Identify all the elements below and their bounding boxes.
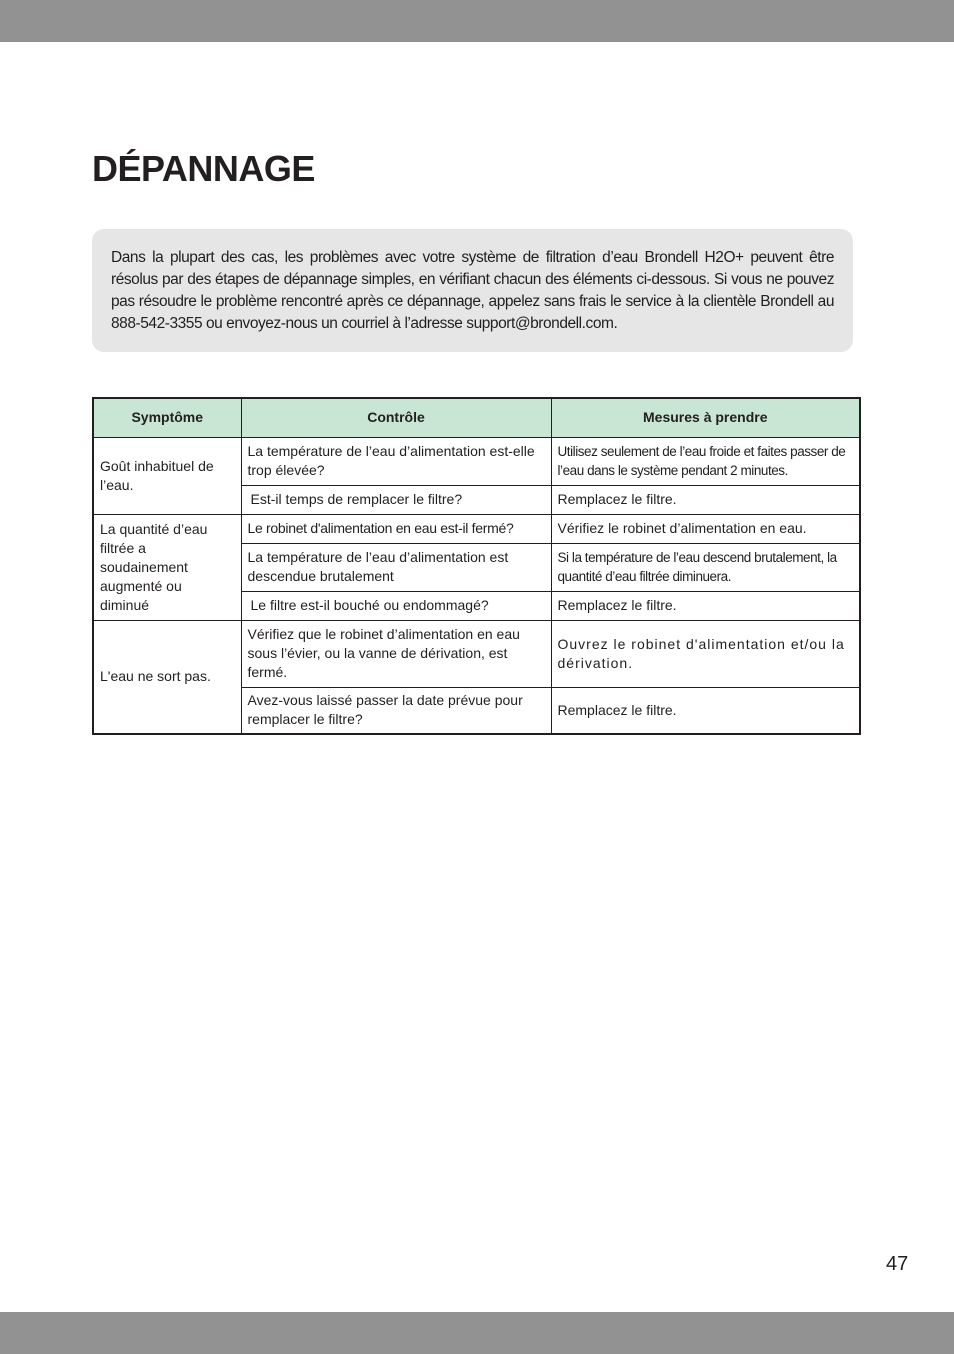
check-cell: Le robinet d'alimentation en eau est-il fermé? bbox=[241, 514, 551, 543]
header-symptom: Symptôme bbox=[93, 398, 241, 437]
action-cell: Si la température de l’eau descend brutalement, la quantité d’eau filtrée diminuera. bbox=[551, 543, 860, 591]
table-header-row bbox=[93, 398, 860, 437]
bottom-bar bbox=[0, 1312, 954, 1354]
action-cell: Remplacez le filtre. bbox=[551, 591, 860, 620]
check-cell: Est-il temps de remplacer le filtre? bbox=[241, 485, 551, 514]
intro-box bbox=[92, 229, 853, 352]
header-action: Mesures à prendre bbox=[551, 398, 860, 437]
action-cell: Ouvrez le robinet d'alimentation et/ou la dérivation. bbox=[551, 620, 860, 687]
table-row bbox=[93, 620, 860, 687]
check-cell: Vérifiez que le robinet d’alimentation en eau sous l’évier, ou la vanne de dérivation, est fermé. bbox=[241, 620, 551, 687]
action-cell: Remplacez le filtre. bbox=[551, 485, 860, 514]
header-check: Contrôle bbox=[241, 398, 551, 437]
check-cell: Avez-vous laissé passer la date prévue pour remplacer le filtre? bbox=[241, 687, 551, 734]
check-cell: La température de l’eau d’alimentation est-elle trop élevée? bbox=[241, 437, 551, 485]
page-title: DÉPANNAGE bbox=[92, 148, 315, 189]
symptom-cell: L'eau ne sort pas. bbox=[93, 620, 241, 734]
troubleshooting-table bbox=[92, 397, 861, 735]
table-row bbox=[93, 514, 860, 543]
top-bar bbox=[0, 0, 954, 42]
check-cell: Le filtre est-il bouché ou endommagé? bbox=[241, 591, 551, 620]
intro-text: Dans la plupart des cas, les problèmes avec votre système de filtration d’eau Brondell H2O+ peuvent être résolus par des étapes de dépannage simples, en vérifiant chacun des éléments ci-dessous. Si vous ne pouvez pas résoudre le problème rencontré après ce dépannage, appelez sans frais le service à la clientèle Brondell au 888-542-3355 ou envoyez-nous un courriel à l’adresse support@brondell.com. bbox=[111, 249, 834, 332]
check-cell: La température de l’eau d’alimentation est descendue brutalement bbox=[241, 543, 551, 591]
symptom-cell: La quantité d’eau filtrée a soudainement augmenté ou diminué bbox=[93, 514, 241, 620]
action-cell: Vérifiez le robinet d’alimentation en eau. bbox=[551, 514, 860, 543]
symptom-cell: Goût inhabituel de l’eau. bbox=[93, 437, 241, 514]
page-number: 47 bbox=[886, 1253, 909, 1275]
action-cell: Remplacez le filtre. bbox=[551, 687, 860, 734]
action-cell: Utilisez seulement de l’eau froide et faites passer de l’eau dans le système pendant 2 minutes. bbox=[551, 437, 860, 485]
table-row bbox=[93, 437, 860, 485]
